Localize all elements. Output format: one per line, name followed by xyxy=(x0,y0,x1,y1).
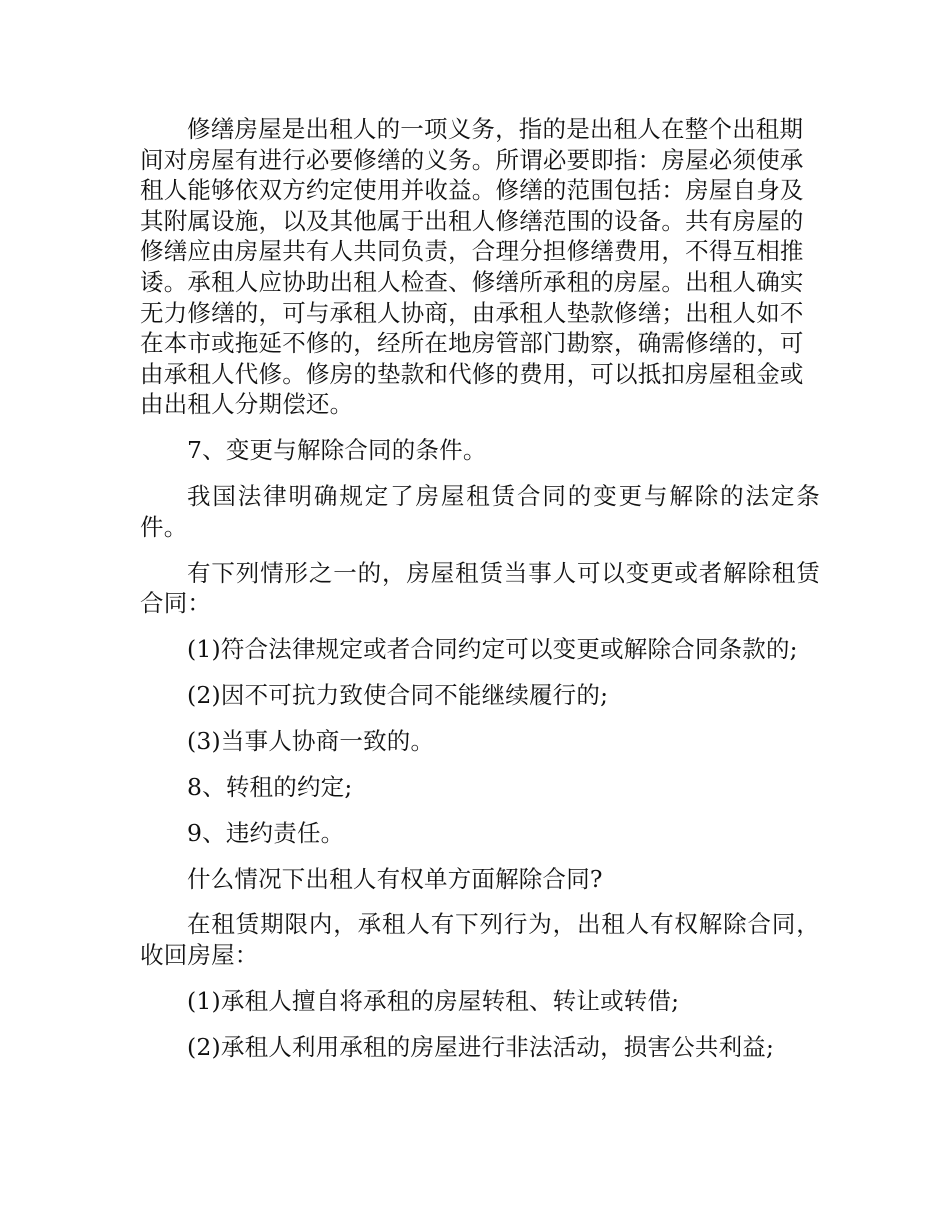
document-body xyxy=(140,114,820,1062)
paragraph-item-3: (3)当事人协商一致的。 xyxy=(187,726,435,755)
paragraph-lessor-rights-intro: 在租赁期限内，承租人有下列行为，出租人有权解除合同，收回房屋： xyxy=(140,910,820,970)
paragraph-item-1: (1)符合法律规定或者合同约定可以变更或解除合同条款的; xyxy=(187,635,798,664)
paragraph-lessor-item-1: (1)承租人擅自将承租的房屋转租、转让或转借; xyxy=(187,986,680,1015)
paragraph-repair-obligation: 修缮房屋是出租人的一项义务，指的是出租人在整个出租期间对房屋有进行必要修缮的义务。所谓必要即指：房屋必须使承租人能够依双方约定使用并收益。修缮的范围包括：房屋自身及其附属设施，以及其他属于出租人修缮范围的设备。共有房屋的修缮应由房屋共有人共同负责，合理分担修缮费用，不得互相推诿。承租人应协助出租人检查、修缮所承租的房屋。出租人确实无力修缮的，可与承租人协商，由承租人垫款修缮；出租人如不在本市或拖延不修的，经所在地房管部门勘察，确需修缮的，可由承租人代修。修房的垫款和代修的费用，可以抵扣房屋租金或由出租人分期偿还。 xyxy=(140,115,804,419)
paragraph-heading-8: 8、转租的约定; xyxy=(187,772,353,801)
paragraph-item-2: (2)因不可抗力致使合同不能继续履行的; xyxy=(187,680,609,709)
paragraph-heading-7: 7、变更与解除合同的条件。 xyxy=(187,436,487,465)
paragraph-legal-conditions: 我国法律明确规定了房屋租赁合同的变更与解除的法定条件。 xyxy=(140,482,820,541)
paragraph-circumstances-intro: 有下列情形之一的，房屋租赁当事人可以变更或者解除租赁合同： xyxy=(140,558,820,618)
paragraph-question: 什么情况下出租人有权单方面解除合同? xyxy=(187,864,603,893)
paragraph-heading-9: 9、违约责任。 xyxy=(187,818,345,847)
paragraph-lessor-item-2: (2)承租人利用承租的房屋进行非法活动，损害公共利益; xyxy=(187,1032,775,1061)
